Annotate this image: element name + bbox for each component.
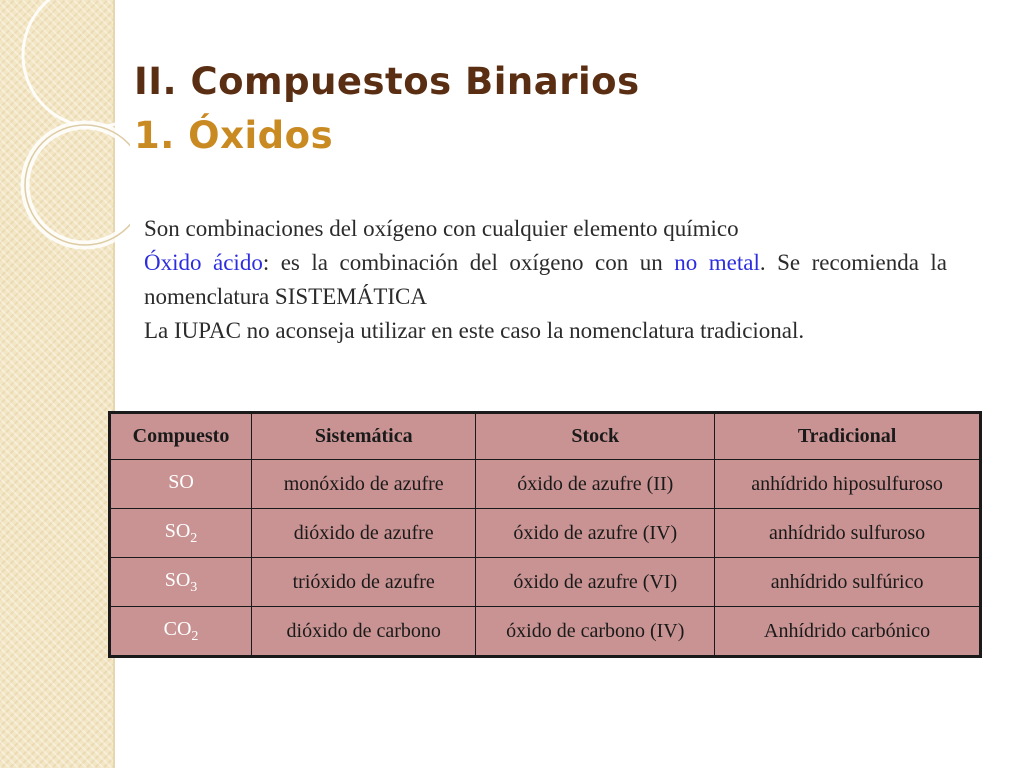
cell-stock: óxido de azufre (IV) (476, 509, 715, 558)
table-row (110, 558, 981, 607)
paragraph-iupac: La IUPAC no aconseja utilizar en este caso la nomenclatura tradicional. (144, 318, 805, 343)
slide-title (134, 58, 640, 160)
term-acid-oxide: Óxido ácido (144, 250, 263, 275)
paragraph-acid-oxide (144, 246, 947, 314)
cell-tradicional: Anhídrido carbónico (715, 607, 981, 657)
cell-tradicional: anhídrido sulfúrico (715, 558, 981, 607)
cell-sistematica: dióxido de azufre (252, 509, 476, 558)
slide-title-sub: 1. Óxidos (134, 114, 334, 157)
table-row (110, 607, 981, 657)
cell-formula: $SO_2$ (110, 509, 252, 558)
cell-sistematica: trióxido de azufre (252, 558, 476, 607)
header-tradicional: Tradicional (715, 413, 981, 460)
cell-formula: SO (110, 460, 252, 509)
cell-sistematica: monóxido de azufre (252, 460, 476, 509)
cell-stock: óxido de azufre (VI) (476, 558, 715, 607)
cell-stock: óxido de carbono (IV) (476, 607, 715, 657)
slide-body (144, 212, 947, 348)
table-row (110, 509, 981, 558)
paragraph-acid-oxide-tail: . Se recomienda la nomenclatura SISTEMÁTICA (144, 250, 948, 309)
header-stock: Stock (476, 413, 715, 460)
table-header-row (110, 413, 981, 460)
table-row (110, 460, 981, 509)
term-non-metal: no metal (674, 250, 760, 275)
oxides-table (108, 411, 982, 658)
cell-stock: óxido de azufre (II) (476, 460, 715, 509)
cell-sistematica: dióxido de carbono (252, 607, 476, 657)
cell-formula: $SO_3$ (110, 558, 252, 607)
cell-tradicional: anhídrido hiposulfuroso (715, 460, 981, 509)
paragraph-acid-oxide-mid: : es la combinación del oxígeno con un (262, 250, 675, 275)
cell-formula: $CO_2$ (110, 607, 252, 657)
paragraph-definition: Son combinaciones del oxígeno con cualquier elemento químico (144, 216, 739, 241)
slide-title-main: II. Compuestos Binarios (134, 60, 640, 103)
decorative-circles (0, 0, 130, 260)
header-compuesto: Compuesto (110, 413, 252, 460)
header-sistematica: Sistemática (252, 413, 476, 460)
cell-tradicional: anhídrido sulfuroso (715, 509, 981, 558)
